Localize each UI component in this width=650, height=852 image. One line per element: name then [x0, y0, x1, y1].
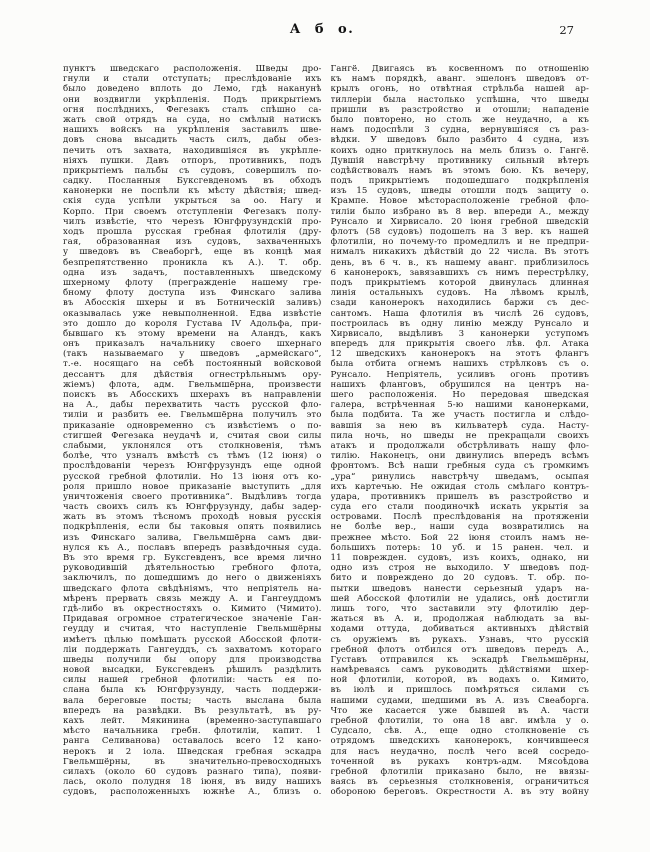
text-line: ходами оттуда, добиваться активныхъ дѣйствій — [330, 624, 589, 635]
text-line: лась, около полудня 18 іюня, въ виду нашихъ — [63, 777, 322, 788]
text-line: ихъ картечью. Не ожидая столь смѣлаго контръ- — [330, 481, 589, 492]
text-line: скія суда успѣли укрыться за оо. Нагу и — [63, 196, 322, 207]
text-line: ходъ прошла русская гребная флотилія (дру- — [63, 227, 322, 237]
text-line: впередъ на развѣдки. Въ результатѣ, въ ру- — [63, 705, 322, 716]
text-line: жать въ этомъ тѣсномъ проходѣ новыя русскія — [63, 512, 322, 523]
text-line: слана была къ Юнгфрузунду, часть поддержи- — [63, 685, 322, 696]
text-line: день, въ 6 ч. в., къ нашему аванг. приблизилось — [330, 257, 589, 268]
page-header-title: А б о. — [289, 22, 355, 37]
text-line: нашихъ войскъ на укрѣпленія заставилъ шве- — [63, 125, 322, 136]
text-line: канонерки не поспѣли къ мѣсту дѣйствія; швед- — [63, 186, 322, 197]
text-line: тиллеріи была настолько успѣшна, что шведы — [330, 94, 589, 105]
text-line: дессантъ для дѣйствія огнестрѣльнымъ ору- — [63, 369, 322, 380]
text-line: мѣренъ прервать связь между А. и Гангеуддомъ — [63, 593, 322, 604]
text-line: намѣреваясь самъ руководить дѣйствіями шхер- — [330, 665, 589, 676]
text-line: Хирвисало, выдѣливъ 3 канонерки уступомъ — [330, 328, 589, 339]
text-line: гребной флотиліи приказано было, не ввязы- — [330, 766, 589, 777]
text-line: огня послѣднихъ, Фегезакъ сталъ спѣшно са- — [63, 104, 322, 115]
text-line: 6 канонерокъ, завязавшихъ съ нимъ перестрѣлку, — [330, 267, 589, 278]
text-line: изъ 15 судовъ, шведы отошли подъ защиту о. — [330, 186, 589, 197]
text-line: бному флоту доступа изъ Финскаго залива — [63, 288, 322, 299]
text-line: ваясь въ серьезныя столкновенія, ограничиться — [330, 777, 589, 788]
text-line: пришли въ разстройство и отошли; нападеніе — [330, 104, 589, 115]
text-line: печить отъ захвата, находившіяся въ укрѣпле- — [63, 145, 322, 156]
text-line: нималъ никакихъ дѣйствій до 22 числа. Въ этотъ — [330, 247, 589, 258]
text-line: пытки шведовъ нанести серьезный ударъ на- — [330, 583, 589, 594]
text-line: подъ прикрытіемъ подошедшаго подкрѣпленія — [330, 176, 589, 187]
text-line: сзади канонерокъ находились баржи съ дес- — [330, 298, 589, 309]
text-line: Въ это время гр. Буксгевденъ, все время лично — [63, 553, 322, 563]
text-line: гнули и стали отступать; преслѣдованіе ихъ — [63, 74, 322, 85]
text-line: гребной флотъ отбился отъ шведовъ передъ А., — [330, 644, 589, 655]
text-line: фронтомъ. Всѣ наши гребныя суда съ громкимъ — [330, 461, 589, 472]
text-line: одно изъ строя не выходило. У шведовъ под- — [330, 563, 589, 574]
text-line: была подбита. Та же участь постигла и слѣдо- — [330, 410, 589, 421]
text-line: изъ Финскаго залива, Гвельмшёрна самъ дви- — [63, 532, 322, 543]
text-line: сантомъ. Наша флотилія въ числѣ 26 судовъ, — [330, 308, 589, 319]
text-line: онъ приказалъ начальнику своего шхернаго — [63, 339, 322, 350]
text-line: кахъ лейт. Мякинина (временно-заступавшаго — [63, 716, 322, 726]
text-line: островами. Послѣ преслѣдованія на протяженіи — [330, 512, 589, 523]
text-line: бывшаго къ этому времени на Аландъ, какъ — [63, 328, 322, 339]
text-line: слабыми, уклонялся отъ столкновенія, тѣмъ — [63, 440, 322, 451]
text-line: силы нашей гребной флотиліи: часть ея по- — [63, 675, 322, 686]
text-line: шей Абосской флотиліи не удались, онѣ достигли — [330, 593, 589, 604]
text-line: флотъ (58 судовъ) подошелъ на 3 вер. къ нашей — [330, 227, 589, 237]
text-line: они воздвигли укрѣпленія. Подъ прикрытіемъ — [63, 94, 322, 105]
text-line: тиліи и разбить ее. Гвельмшёрна получилъ это — [63, 410, 322, 421]
text-line: жаться въ А. и, продолжая наблюдать за вы- — [330, 614, 589, 625]
text-line: коихъ одно приткнулось на мель близъ о. Гангё. — [330, 145, 589, 156]
text-line: къ намъ порядкѣ, аванг. эшелонъ шведовъ от- — [330, 74, 589, 85]
text-line: судовъ, расположенныхъ южнѣе А., близъ о. — [63, 787, 322, 798]
text-line: гая, образованная изъ судовъ, захваченныхъ — [63, 237, 322, 248]
text-line: стигшей Фегезака неудачѣ и, считая свои силы — [63, 430, 322, 441]
text-line: прослѣдованіи черезъ Юнгфрузундъ еще одной — [63, 461, 322, 472]
text-line: нулся къ А., пославъ впередъ развѣдочныя суда. — [63, 542, 322, 553]
text-line: Крампе. Новое мѣсторасположеніе гребной фло- — [330, 196, 589, 207]
text-line: довъ снова высадить часть силъ, дабы обез- — [63, 135, 322, 146]
text-line: 12 шведскихъ канонерокъ на этотъ флангъ — [330, 349, 589, 360]
text-line: большихъ потерь: 10 уб. и 15 ранен. чел. и — [330, 542, 589, 553]
text-line: чилъ извѣстіе, что черезъ Юнгфрузундскій про- — [63, 216, 322, 227]
text-line: тиліи было избрано въ 8 вер. впереди А., между — [330, 206, 589, 217]
text-line: намъ подоспѣли 3 судна, вернувшіяся съ раз- — [330, 125, 589, 136]
text-line: была отбита огнемъ нашихъ стрѣлковъ съ о. — [330, 359, 589, 370]
text-line: поискъ въ Абосскихъ шхерахъ въ направленіи — [63, 390, 322, 400]
text-line: у шведовъ въ Свеаборгѣ, еще въ концѣ мая — [63, 247, 322, 258]
text-line: новой высадки, Буксгевденъ рѣшилъ раздѣлить — [63, 665, 322, 676]
text-line: безпрепятственно проникла къ А.). Т. обр. — [63, 257, 322, 268]
text-line: Дувшій навстрѣчу противнику сильный вѣтеръ — [330, 155, 589, 166]
text-line: построилась въ одну линію между Рунсало и — [330, 318, 589, 329]
text-line: тилію. Наконецъ, они двинулись впередъ всѣмъ — [330, 451, 589, 462]
text-line: съ оружіемъ въ рукахъ. Узнавъ, что русскій — [330, 634, 589, 645]
text-line: на А., дабы перехватить часть русской фло- — [63, 400, 322, 411]
text-line: т.-е. носящаго на себѣ постоянный войсковой — [63, 359, 322, 370]
text-line: бито и повреждено до 20 судовъ. Т. обр. по- — [330, 573, 589, 584]
text-line: подкрѣпленія, если бы таковыя опять появились — [63, 522, 322, 533]
text-line: ной флотиліи, которой, въ водахъ о. Кимито, — [330, 675, 589, 686]
text-line: галера, встрѣченная 5-ю нашими канонерками, — [330, 400, 589, 411]
text-line: удара, противникъ пришелъ въ разстройство и — [330, 491, 589, 502]
text-line: Судсало, сѣв. А., еще одно столкновеніе съ — [330, 726, 589, 737]
text-line: (такъ называемаго у шведовъ „армейскаго“, — [63, 349, 322, 360]
text-line: это дошло до короля Густава IV Адольфа, при- — [63, 318, 322, 329]
text-line: атакъ и продолжали обстрѣливать нашу фло- — [330, 440, 589, 451]
text-line: лишь того, что заставили эту флотилію дер- — [330, 603, 589, 614]
text-line: шего расположенія. Но передовая шведская — [330, 390, 589, 400]
text-line: руководившій дѣятельностью гребного флота, — [63, 563, 322, 574]
text-line: шведы получили бы опору для производства — [63, 654, 322, 665]
text-line: ранга Селиванова) оставалось всего 12 кано- — [63, 736, 322, 747]
text-line: шведскаго флота свѣдѣніямъ, что непріятель на- — [63, 583, 322, 594]
text-line: приказаніе одновременно съ извѣстіемъ о по- — [63, 420, 322, 431]
text-line: имѣетъ цѣлью помѣшать русской Абосской флоти- — [63, 634, 322, 645]
text-line: Гангё. Двигаясь въ косвенномъ по отношенію — [330, 64, 589, 74]
text-line: садку. Посланныя Буксгевденомъ въ обходъ — [63, 176, 322, 187]
text-line: не болѣе вер., наши суда возвратились на — [330, 522, 589, 533]
text-line: оказывалась уже невыполненной. Едва извѣстіе — [63, 308, 322, 319]
text-line: линія остальныхъ судовъ. На лѣвомъ крылѣ, — [330, 288, 589, 299]
text-line: Густавъ отправился къ эскадрѣ Гвельмшёрны, — [330, 654, 589, 665]
text-line: гдѣ-либо въ окрестностяхъ о. Кимито (Чимито). — [63, 603, 322, 614]
text-line: суда его стали поодиночкѣ искать укрытія за — [330, 502, 589, 513]
text-line: заключилъ, по дошедшимъ до него о движеніяхъ — [63, 573, 322, 584]
text-line: роля пришло новое приказаніе выступить „для — [63, 481, 322, 492]
text-line: флотиліи, но почему-то промедлилъ и не предпри- — [330, 237, 589, 248]
text-line: ліи поддержать Гангеуддъ, съ захватомъ котораго — [63, 644, 322, 655]
text-line: силахъ (около 60 судовъ разнаго типа), появи- — [63, 766, 322, 777]
text-line: вавшія за нею въ кильватерѣ суда. Насту- — [330, 420, 589, 431]
text-line: въ іюлѣ и пришлось помѣряться силами съ — [330, 685, 589, 696]
text-line: содѣйствовалъ намъ въ этомъ бою. Къ вечеру, — [330, 165, 589, 176]
text-line: пила ночь, но шведы не прекращали своихъ — [330, 430, 589, 441]
text-line: было доведено вплоть до Лемо, гдѣ наканунѣ — [63, 84, 322, 95]
text-line: отрядомъ шведскихъ канонерокъ, кончившееся — [330, 736, 589, 747]
text-line: въ Абосскія шхеры и въ Ботническій заливъ) — [63, 298, 322, 309]
text-line: вѣдки. У шведовъ было разбито 4 судна, изъ — [330, 135, 589, 146]
text-line: крылъ огонь, но отвѣтная стрѣльба нашей ар- — [330, 84, 589, 95]
text-line: русской гребной флотиліи. Но 13 іюня отъ ко- — [63, 471, 322, 482]
text-columns — [63, 64, 589, 798]
right-column-text — [331, 64, 590, 798]
text-line: жіемъ) флота, адм. Гвельмшёрна, произвести — [63, 379, 322, 390]
text-line: нашихъ фланговъ, обрушился на центръ на- — [330, 379, 589, 390]
text-line: одна изъ задачъ, поставленныхъ шведскому — [63, 267, 322, 278]
text-line: было повторено, но столь же неудачно, а къ — [330, 114, 589, 125]
text-line: ніяхъ пушки. Давъ отпоръ, противникъ, подъ — [63, 155, 322, 166]
text-line: пунктъ шведскаго расположенія. Шведы дро- — [63, 64, 322, 74]
left-column-text — [63, 64, 322, 798]
text-line: Корпо. При своемъ отступленіи Фегезакъ полу- — [63, 206, 322, 217]
text-line: прежнее мѣсто. Бой 22 іюня стоилъ намъ не- — [330, 532, 589, 543]
text-line: Рунсало. Непріятель, усиливъ огонь противъ — [330, 369, 589, 380]
text-line: гребной флотиліи, то она 18 авг. имѣла у о. — [330, 716, 589, 726]
text-line: для насъ неудачно, послѣ чего всей сосредо- — [330, 746, 589, 757]
text-line: впередъ для прикрытія своего лѣв. фл. Атака — [330, 339, 589, 350]
text-line: обороною береговъ. Окрестности А. въ эту войну — [330, 787, 589, 798]
text-line: Что же касается уже бывшей въ А. части — [330, 705, 589, 716]
text-line: 11 поврежден. судовъ, изъ коихъ, однако, ни — [330, 553, 589, 563]
text-line: точенной въ рукахъ контръ-адм. Мясоѣдова — [330, 756, 589, 767]
text-line: нашими судами, шедшими въ А. изъ Свеаборга. — [330, 695, 589, 706]
text-line: геудду и считая, что наступленіе Гвельмшёрны — [63, 624, 322, 635]
text-line: прикрытіемъ пальбы съ судовъ, совершилъ по- — [63, 165, 322, 176]
text-line: болѣе, что узналъ вмѣстѣ съ тѣмъ (12 іюня) о — [63, 451, 322, 462]
text-line: часть своихъ силъ къ Юнгфрузунду, дабы задер- — [63, 502, 322, 513]
text-line: подъ прикрытіемъ которой двинулась длинная — [330, 277, 589, 288]
text-line: „ура“ ринулись навстрѣчу шведамъ, осыпая — [330, 471, 589, 482]
text-line: уничтоженія своего противника“. Выдѣливъ тогда — [63, 491, 322, 502]
text-line: Придавая огромное стратегическое значеніе Ган- — [63, 614, 322, 625]
text-line: Рунсало и Хирвисало. 20 іюня гребной шведскій — [330, 216, 589, 227]
page-number: 27 — [559, 23, 574, 37]
text-line: мѣсто начальника гребн. флотиліи, капит. 1 — [63, 726, 322, 737]
text-line: Гвельмшёрны, въ значительно-превосходныхъ — [63, 756, 322, 767]
text-line: шхерному флоту (прегражденіе нашему гре- — [63, 277, 322, 288]
text-line: жать свой отрядъ на суда, но смѣлый натискъ — [63, 114, 322, 125]
text-line: нерокъ и 2 іола. Шведская гребная эскадра — [63, 746, 322, 757]
text-line: вала береговые посты; часть выслана была — [63, 695, 322, 706]
